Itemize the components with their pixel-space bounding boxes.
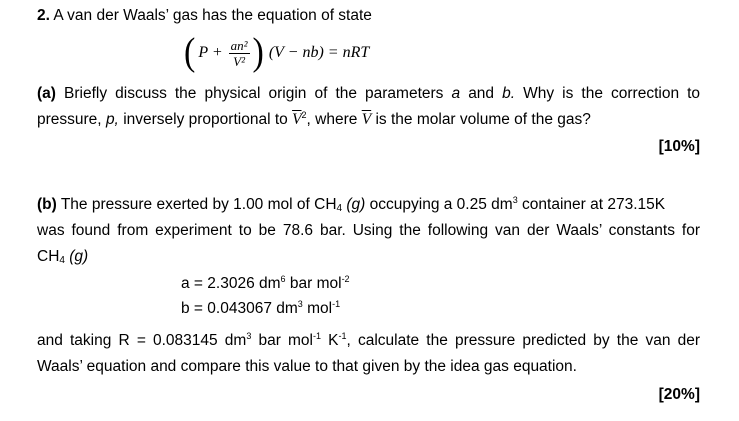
constant-a-line	[181, 275, 350, 293]
cubed-sup: 3	[512, 195, 518, 205]
r-cubed-sup: 3	[246, 331, 252, 341]
part-b-marks: [20%]	[658, 386, 700, 403]
gas-state: (g)	[346, 196, 366, 213]
equation-open-paren: (	[184, 31, 196, 74]
part-b-line-5: Waals’ equation and compare this value to that given by the idea gas equation.	[37, 358, 577, 375]
fraction-numerator: an²	[230, 37, 248, 53]
question-number: 2.	[37, 7, 50, 24]
molar-volume-symbol: $\overline{V}$	[292, 111, 302, 128]
part-b-text-4-end: , calculate the pressure predicted by the van der	[346, 332, 700, 349]
a-unit-sup: -2	[341, 274, 350, 284]
part-b-text-1: The pressure exerted by 1.00 mol of CH	[60, 196, 337, 213]
part-a-label: (a)	[37, 85, 56, 102]
b-sup: 3	[297, 299, 303, 309]
part-a-text-2: pressure,	[37, 111, 102, 128]
part-b-line-4	[37, 332, 700, 350]
r-kelvin: K	[328, 332, 339, 349]
part-b-line-3	[37, 248, 88, 266]
b-unit: mol	[307, 300, 333, 317]
ch4-subscript-2: 4	[59, 255, 65, 266]
param-b: b.	[502, 85, 516, 102]
r-bar-mol: bar mol	[258, 332, 313, 349]
part-b-text-1-mid: occupying a 0.25 dm	[369, 196, 513, 213]
equation-fraction	[229, 38, 250, 69]
fraction-denominator: V²	[233, 53, 245, 69]
part-a-text-2-mid: inversely proportional to	[123, 111, 288, 128]
part-b-text-1-end: container at 273.15K	[522, 196, 666, 213]
a-sup: 6	[280, 274, 286, 284]
equation-close-paren: )	[252, 31, 264, 74]
equation-p-plus: P +	[198, 44, 223, 61]
param-p: p,	[105, 111, 119, 128]
part-a-line-1	[37, 85, 700, 103]
part-b-line-2: was found from experiment to be 78.6 bar. Using the following van der Waals’ constants for	[37, 222, 700, 239]
part-a-and: and	[468, 85, 495, 102]
molar-volume-symbol-2: $\overline{V}$	[361, 111, 372, 128]
part-a-where: , where	[306, 111, 358, 128]
constant-a: a = 2.3026 dm	[181, 275, 281, 292]
part-a-text-1-end: Why is the correction to	[523, 85, 701, 102]
part-a-line-2	[37, 111, 591, 129]
b-unit-sup: -1	[332, 299, 341, 309]
constant-b: b = 0.043067 dm	[181, 300, 298, 317]
part-b-text-4: and taking R = 0.083145 dm	[37, 332, 247, 349]
part-a-text-2-end: is the molar volume of the gas?	[375, 111, 591, 128]
part-a-marks: [10%]	[658, 138, 700, 155]
constant-b-line	[181, 300, 340, 318]
r-mol-sup: -1	[313, 331, 322, 341]
part-b-line-1	[37, 196, 700, 214]
part-a-text-1: Briefly discuss the physical origin of the parameters	[64, 85, 444, 102]
ch4-subscript: 4	[336, 203, 343, 214]
question-heading	[37, 7, 372, 25]
van-der-waals-equation	[184, 32, 369, 74]
r-kelvin-sup: -1	[338, 331, 347, 341]
ch4-formula: CH	[37, 248, 60, 265]
question-intro: A van der Waals’ gas has the equation of state	[53, 7, 372, 24]
part-b-label: (b)	[37, 196, 57, 213]
equation-rest: (V − nb) = nRT	[268, 44, 370, 61]
squared-sup: 2	[301, 110, 307, 120]
a-unit: bar mol	[289, 275, 342, 292]
gas-state-2: (g)	[69, 248, 89, 265]
param-a: a	[451, 85, 461, 102]
